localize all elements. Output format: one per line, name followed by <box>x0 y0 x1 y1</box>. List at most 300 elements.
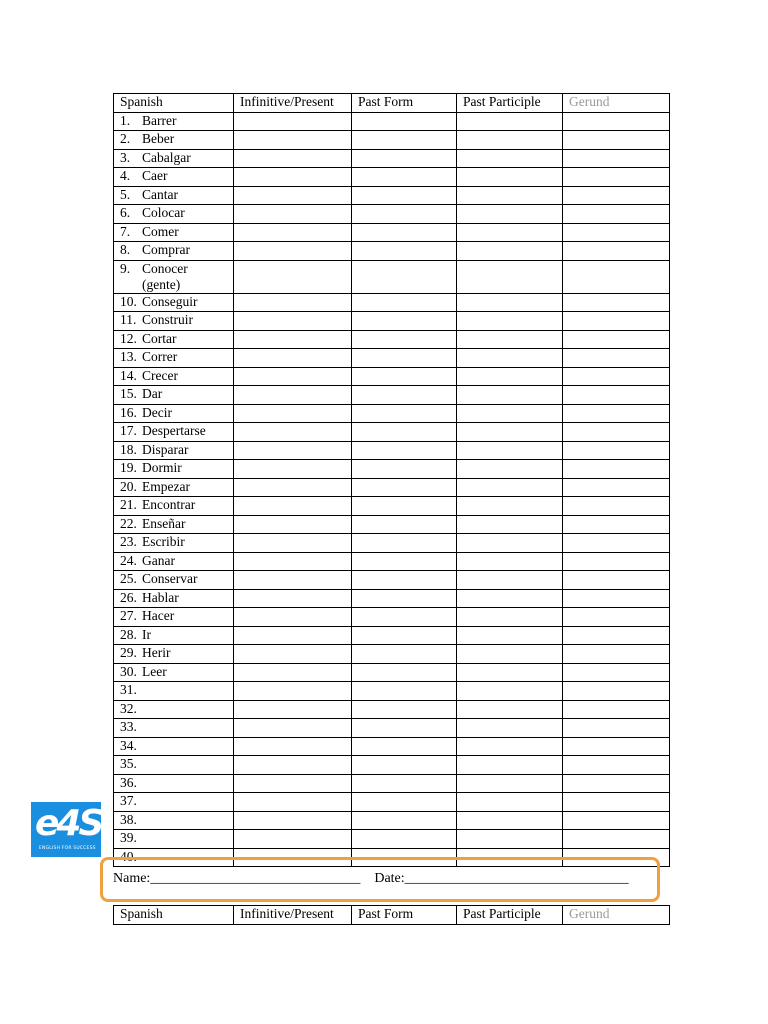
infinitive-present-cell[interactable] <box>234 131 352 150</box>
infinitive-present-cell[interactable] <box>234 756 352 775</box>
header-gerund: Gerund <box>563 906 670 925</box>
past-participle-cell[interactable] <box>457 589 563 608</box>
past-form-cell[interactable] <box>352 515 457 534</box>
infinitive-present-cell[interactable] <box>234 423 352 442</box>
verb-cell <box>114 700 234 719</box>
infinitive-present-cell[interactable] <box>234 242 352 261</box>
row-number: 23. <box>120 534 137 549</box>
past-participle-cell[interactable] <box>457 737 563 756</box>
verb-cell <box>114 793 234 812</box>
spanish-verb: Escribir <box>142 534 185 549</box>
spanish-verb: Decir <box>142 404 172 420</box>
past-form-cell[interactable] <box>352 663 457 682</box>
table-row <box>114 367 670 386</box>
past-participle-cell[interactable] <box>457 645 563 664</box>
gerund-cell[interactable] <box>563 131 670 150</box>
past-participle-cell[interactable] <box>457 112 563 131</box>
verb-cell <box>114 719 234 738</box>
date-label: Date: <box>374 871 405 886</box>
row-number: 39. <box>120 830 137 845</box>
past-participle-cell[interactable] <box>457 682 563 701</box>
verb-cell <box>114 626 234 645</box>
past-participle-cell[interactable] <box>457 534 563 553</box>
past-participle-cell[interactable] <box>457 608 563 627</box>
past-form-cell[interactable] <box>352 330 457 349</box>
table-row <box>114 589 670 608</box>
gerund-cell[interactable] <box>563 404 670 423</box>
table-row <box>114 737 670 756</box>
spanish-verb: Cortar <box>142 330 177 346</box>
past-participle-cell[interactable] <box>457 168 563 187</box>
spanish-verb: Cabalgar <box>142 149 191 165</box>
row-number: 35. <box>120 756 137 771</box>
table-row <box>114 131 670 150</box>
infinitive-present-cell[interactable] <box>234 260 352 293</box>
past-form-cell[interactable] <box>352 793 457 812</box>
past-form-cell[interactable] <box>352 404 457 423</box>
row-number: 33. <box>120 719 137 734</box>
row-number: 21. <box>120 497 137 512</box>
row-number: 19. <box>120 460 137 475</box>
spanish-verb: Conseguir <box>142 293 198 309</box>
table-row <box>114 626 670 645</box>
past-participle-cell[interactable] <box>457 552 563 571</box>
gerund-cell[interactable] <box>563 441 670 460</box>
row-number: 11. <box>120 312 137 327</box>
spanish-verb: Colocar <box>142 205 185 220</box>
verb-cell <box>114 534 234 553</box>
infinitive-present-cell[interactable] <box>234 830 352 849</box>
verb-cell <box>114 423 234 442</box>
verb-cell <box>114 149 234 168</box>
past-participle-cell[interactable] <box>457 131 563 150</box>
header-spanish: Spanish <box>114 94 234 113</box>
past-form-cell[interactable] <box>352 737 457 756</box>
verb-cell <box>114 663 234 682</box>
gerund-cell[interactable] <box>563 312 670 331</box>
verb-cell <box>114 112 234 131</box>
past-participle-cell[interactable] <box>457 830 563 849</box>
past-form-cell[interactable] <box>352 260 457 293</box>
row-number: 38. <box>120 811 137 827</box>
verb-cell <box>114 608 234 627</box>
past-form-cell[interactable] <box>352 552 457 571</box>
past-participle-cell[interactable] <box>457 515 563 534</box>
row-number: 5. <box>120 186 131 202</box>
verb-cell <box>114 386 234 405</box>
spanish-verb: Conservar <box>142 571 198 586</box>
verb-cell <box>114 205 234 224</box>
gerund-cell[interactable] <box>563 830 670 849</box>
infinitive-present-cell[interactable] <box>234 404 352 423</box>
row-number: 14. <box>120 367 137 383</box>
past-participle-cell[interactable] <box>457 404 563 423</box>
infinitive-present-cell[interactable] <box>234 774 352 793</box>
gerund-cell[interactable] <box>563 168 670 187</box>
gerund-cell[interactable] <box>563 205 670 224</box>
gerund-cell[interactable] <box>563 460 670 479</box>
header-infinitive-present: Infinitive/Present <box>234 906 352 925</box>
past-participle-cell[interactable] <box>457 330 563 349</box>
past-participle-cell[interactable] <box>457 260 563 293</box>
past-participle-cell[interactable] <box>457 774 563 793</box>
infinitive-present-cell[interactable] <box>234 112 352 131</box>
past-form-cell[interactable] <box>352 223 457 242</box>
gerund-cell[interactable] <box>563 349 670 368</box>
gerund-cell[interactable] <box>563 242 670 261</box>
past-participle-cell[interactable] <box>457 497 563 516</box>
verb-cell <box>114 242 234 261</box>
table-row <box>114 112 670 131</box>
infinitive-present-cell[interactable] <box>234 497 352 516</box>
gerund-cell[interactable] <box>563 571 670 590</box>
table-row <box>114 719 670 738</box>
verb-cell <box>114 737 234 756</box>
table-row <box>114 774 670 793</box>
infinitive-present-cell[interactable] <box>234 589 352 608</box>
infinitive-present-cell[interactable] <box>234 478 352 497</box>
past-participle-cell[interactable] <box>457 423 563 442</box>
verb-cell <box>114 571 234 590</box>
table-row <box>114 312 670 331</box>
past-participle-cell[interactable] <box>457 223 563 242</box>
table-row <box>114 293 670 312</box>
gerund-cell[interactable] <box>563 330 670 349</box>
infinitive-present-cell[interactable] <box>234 367 352 386</box>
header-past-participle: Past Participle <box>457 94 563 113</box>
row-number: 10. <box>120 293 137 309</box>
gerund-cell[interactable] <box>563 497 670 516</box>
verb-cell <box>114 223 234 242</box>
row-number: 25. <box>120 571 137 586</box>
table-row <box>114 260 670 293</box>
table-row <box>114 349 670 368</box>
infinitive-present-cell[interactable] <box>234 168 352 187</box>
past-form-cell[interactable] <box>352 571 457 590</box>
row-number: 4. <box>120 168 131 183</box>
infinitive-present-cell[interactable] <box>234 811 352 830</box>
gerund-cell[interactable] <box>563 756 670 775</box>
table-row <box>114 663 670 682</box>
gerund-cell[interactable] <box>563 793 670 812</box>
verb-cell <box>114 515 234 534</box>
gerund-cell[interactable] <box>563 663 670 682</box>
infinitive-present-cell[interactable] <box>234 663 352 682</box>
past-form-cell[interactable] <box>352 460 457 479</box>
spanish-verb: Dormir <box>142 460 182 475</box>
verb-cell <box>114 441 234 460</box>
row-number: 24. <box>120 552 137 568</box>
table-row <box>114 478 670 497</box>
spanish-verb: Enseñar <box>142 515 186 531</box>
spanish-verb: Despertarse <box>142 423 206 438</box>
table-row <box>114 386 670 405</box>
past-form-cell[interactable] <box>352 719 457 738</box>
past-participle-cell[interactable] <box>457 626 563 645</box>
table-row <box>114 168 670 187</box>
past-participle-cell[interactable] <box>457 441 563 460</box>
past-participle-cell[interactable] <box>457 149 563 168</box>
spanish-verb: Conocer (gente) <box>142 260 188 292</box>
infinitive-present-cell[interactable] <box>234 330 352 349</box>
past-participle-cell[interactable] <box>457 367 563 386</box>
spanish-verb: Caer <box>142 168 168 183</box>
row-number: 32. <box>120 700 137 716</box>
table-row <box>114 149 670 168</box>
gerund-cell[interactable] <box>563 423 670 442</box>
gerund-cell[interactable] <box>563 112 670 131</box>
header-past-participle: Past Participle <box>457 906 563 925</box>
table-row <box>114 423 670 442</box>
past-participle-cell[interactable] <box>457 460 563 479</box>
gerund-cell[interactable] <box>563 149 670 168</box>
header-past-form: Past Form <box>352 94 457 113</box>
table-row <box>114 242 670 261</box>
infinitive-present-cell[interactable] <box>234 186 352 205</box>
gerund-cell[interactable] <box>563 589 670 608</box>
row-number: 27. <box>120 608 137 623</box>
past-form-cell[interactable] <box>352 774 457 793</box>
infinitive-present-cell[interactable] <box>234 149 352 168</box>
infinitive-present-cell[interactable] <box>234 626 352 645</box>
name-date-line <box>113 871 629 887</box>
past-form-cell[interactable] <box>352 626 457 645</box>
spanish-verb: Empezar <box>142 478 190 494</box>
table-row <box>114 330 670 349</box>
past-form-cell[interactable] <box>352 367 457 386</box>
table-row <box>114 515 670 534</box>
infinitive-present-cell[interactable] <box>234 460 352 479</box>
past-participle-cell[interactable] <box>457 205 563 224</box>
past-participle-cell[interactable] <box>457 349 563 368</box>
past-form-cell[interactable] <box>352 441 457 460</box>
gerund-cell[interactable] <box>563 367 670 386</box>
past-form-cell[interactable] <box>352 186 457 205</box>
gerund-cell[interactable] <box>563 700 670 719</box>
verb-cell <box>114 367 234 386</box>
spanish-verb: Comer <box>142 223 179 239</box>
infinitive-present-cell[interactable] <box>234 719 352 738</box>
table-row <box>114 186 670 205</box>
spanish-verb: Herir <box>142 645 171 660</box>
gerund-cell[interactable] <box>563 223 670 242</box>
table-row <box>114 645 670 664</box>
infinitive-present-cell[interactable] <box>234 552 352 571</box>
row-number: 12. <box>120 330 137 346</box>
infinitive-present-cell[interactable] <box>234 737 352 756</box>
table-row <box>114 682 670 701</box>
past-form-cell[interactable] <box>352 478 457 497</box>
past-form-cell[interactable] <box>352 423 457 442</box>
gerund-cell[interactable] <box>563 260 670 293</box>
past-form-cell[interactable] <box>352 242 457 261</box>
verb-cell <box>114 478 234 497</box>
infinitive-present-cell[interactable] <box>234 293 352 312</box>
spanish-verb: Encontrar <box>142 497 196 512</box>
row-number: 3. <box>120 149 131 165</box>
row-number: 31. <box>120 682 137 697</box>
past-form-cell[interactable] <box>352 349 457 368</box>
gerund-cell[interactable] <box>563 626 670 645</box>
table-row <box>114 223 670 242</box>
past-participle-cell[interactable] <box>457 386 563 405</box>
table-row <box>114 608 670 627</box>
past-form-cell[interactable] <box>352 534 457 553</box>
gerund-cell[interactable] <box>563 534 670 553</box>
spanish-verb: Leer <box>142 663 167 679</box>
header-infinitive-present: Infinitive/Present <box>234 94 352 113</box>
logo-tagline: ENGLISH FOR SUCCESS <box>39 846 96 851</box>
row-number: 40. <box>120 848 137 864</box>
name-label: Name: <box>113 871 151 886</box>
verb-cell <box>114 131 234 150</box>
row-number: 15. <box>120 386 137 401</box>
past-form-cell[interactable] <box>352 149 457 168</box>
infinitive-present-cell[interactable] <box>234 386 352 405</box>
infinitive-present-cell[interactable] <box>234 645 352 664</box>
verb-cell <box>114 811 234 830</box>
verb-cell <box>114 186 234 205</box>
spanish-verb: Barrer <box>142 112 177 128</box>
past-form-cell[interactable] <box>352 112 457 131</box>
row-number: 37. <box>120 793 137 808</box>
past-form-cell[interactable] <box>352 312 457 331</box>
past-form-cell[interactable] <box>352 645 457 664</box>
past-form-cell[interactable] <box>352 205 457 224</box>
table-row <box>114 700 670 719</box>
gerund-cell[interactable] <box>563 737 670 756</box>
verb-cell <box>114 682 234 701</box>
past-participle-cell[interactable] <box>457 719 563 738</box>
table-row <box>114 404 670 423</box>
row-number: 2. <box>120 131 131 146</box>
infinitive-present-cell[interactable] <box>234 793 352 812</box>
gerund-cell[interactable] <box>563 186 670 205</box>
verb-cell <box>114 645 234 664</box>
past-participle-cell[interactable] <box>457 293 563 312</box>
table-header-row <box>114 94 670 113</box>
row-number: 30. <box>120 663 137 679</box>
spanish-verb: Beber <box>142 131 175 146</box>
gerund-cell[interactable] <box>563 552 670 571</box>
gerund-cell[interactable] <box>563 293 670 312</box>
past-participle-cell[interactable] <box>457 811 563 830</box>
infinitive-present-cell[interactable] <box>234 223 352 242</box>
past-participle-cell[interactable] <box>457 312 563 331</box>
infinitive-present-cell[interactable] <box>234 608 352 627</box>
spanish-verb: Ir <box>142 626 151 642</box>
verb-cell <box>114 756 234 775</box>
infinitive-present-cell[interactable] <box>234 700 352 719</box>
past-participle-cell[interactable] <box>457 663 563 682</box>
past-form-cell[interactable] <box>352 811 457 830</box>
gerund-cell[interactable] <box>563 811 670 830</box>
spanish-verb: Cantar <box>142 186 178 202</box>
past-form-cell[interactable] <box>352 131 457 150</box>
verb-cell <box>114 830 234 849</box>
past-participle-cell[interactable] <box>457 478 563 497</box>
date-field[interactable]: ________________________________ <box>404 871 629 886</box>
past-participle-cell[interactable] <box>457 242 563 261</box>
infinitive-present-cell[interactable] <box>234 312 352 331</box>
gerund-cell[interactable] <box>563 774 670 793</box>
row-number: 29. <box>120 645 137 660</box>
header-past-form: Past Form <box>352 906 457 925</box>
spanish-verb: Construir <box>142 312 194 327</box>
table-row <box>114 571 670 590</box>
spanish-verb: Hacer <box>142 608 175 623</box>
past-form-cell[interactable] <box>352 589 457 608</box>
row-number: 8. <box>120 242 131 257</box>
verb-table <box>113 93 670 867</box>
verb-cell <box>114 460 234 479</box>
row-number: 36. <box>120 774 137 790</box>
verb-cell <box>114 330 234 349</box>
row-number: 26. <box>120 589 137 605</box>
past-form-cell[interactable] <box>352 830 457 849</box>
table-row <box>114 793 670 812</box>
infinitive-present-cell[interactable] <box>234 349 352 368</box>
verb-cell <box>114 404 234 423</box>
row-number: 16. <box>120 404 137 420</box>
infinitive-present-cell[interactable] <box>234 205 352 224</box>
gerund-cell[interactable] <box>563 645 670 664</box>
infinitive-present-cell[interactable] <box>234 441 352 460</box>
infinitive-present-cell[interactable] <box>234 571 352 590</box>
infinitive-present-cell[interactable] <box>234 515 352 534</box>
gerund-cell[interactable] <box>563 719 670 738</box>
verb-cell <box>114 312 234 331</box>
past-participle-cell[interactable] <box>457 571 563 590</box>
row-number: 9. <box>120 260 131 276</box>
past-form-cell[interactable] <box>352 168 457 187</box>
past-participle-cell[interactable] <box>457 700 563 719</box>
past-form-cell[interactable] <box>352 497 457 516</box>
row-number: 1. <box>120 112 131 128</box>
past-participle-cell[interactable] <box>457 793 563 812</box>
gerund-cell[interactable] <box>563 478 670 497</box>
table-row <box>114 460 670 479</box>
row-number: 22. <box>120 515 137 531</box>
infinitive-present-cell[interactable] <box>234 534 352 553</box>
past-form-cell[interactable] <box>352 700 457 719</box>
past-form-cell[interactable] <box>352 756 457 775</box>
spanish-verb: Crecer <box>142 367 178 383</box>
verb-table-continued <box>113 905 670 925</box>
past-participle-cell[interactable] <box>457 186 563 205</box>
past-participle-cell[interactable] <box>457 756 563 775</box>
past-form-cell[interactable] <box>352 682 457 701</box>
table-row <box>114 811 670 830</box>
header-gerund: Gerund <box>563 94 670 113</box>
spanish-verb: Correr <box>142 349 178 364</box>
gerund-cell[interactable] <box>563 515 670 534</box>
gerund-cell[interactable] <box>563 608 670 627</box>
gerund-cell[interactable] <box>563 386 670 405</box>
past-form-cell[interactable] <box>352 386 457 405</box>
row-number: 17. <box>120 423 137 438</box>
name-field[interactable]: ______________________________ <box>150 871 361 886</box>
past-form-cell[interactable] <box>352 293 457 312</box>
gerund-cell[interactable] <box>563 682 670 701</box>
table-row <box>114 552 670 571</box>
infinitive-present-cell[interactable] <box>234 682 352 701</box>
verb-cell <box>114 260 234 293</box>
past-form-cell[interactable] <box>352 608 457 627</box>
logo-text: e4S <box>35 803 102 844</box>
e4s-logo <box>31 802 101 857</box>
spanish-verb: Disparar <box>142 441 189 457</box>
